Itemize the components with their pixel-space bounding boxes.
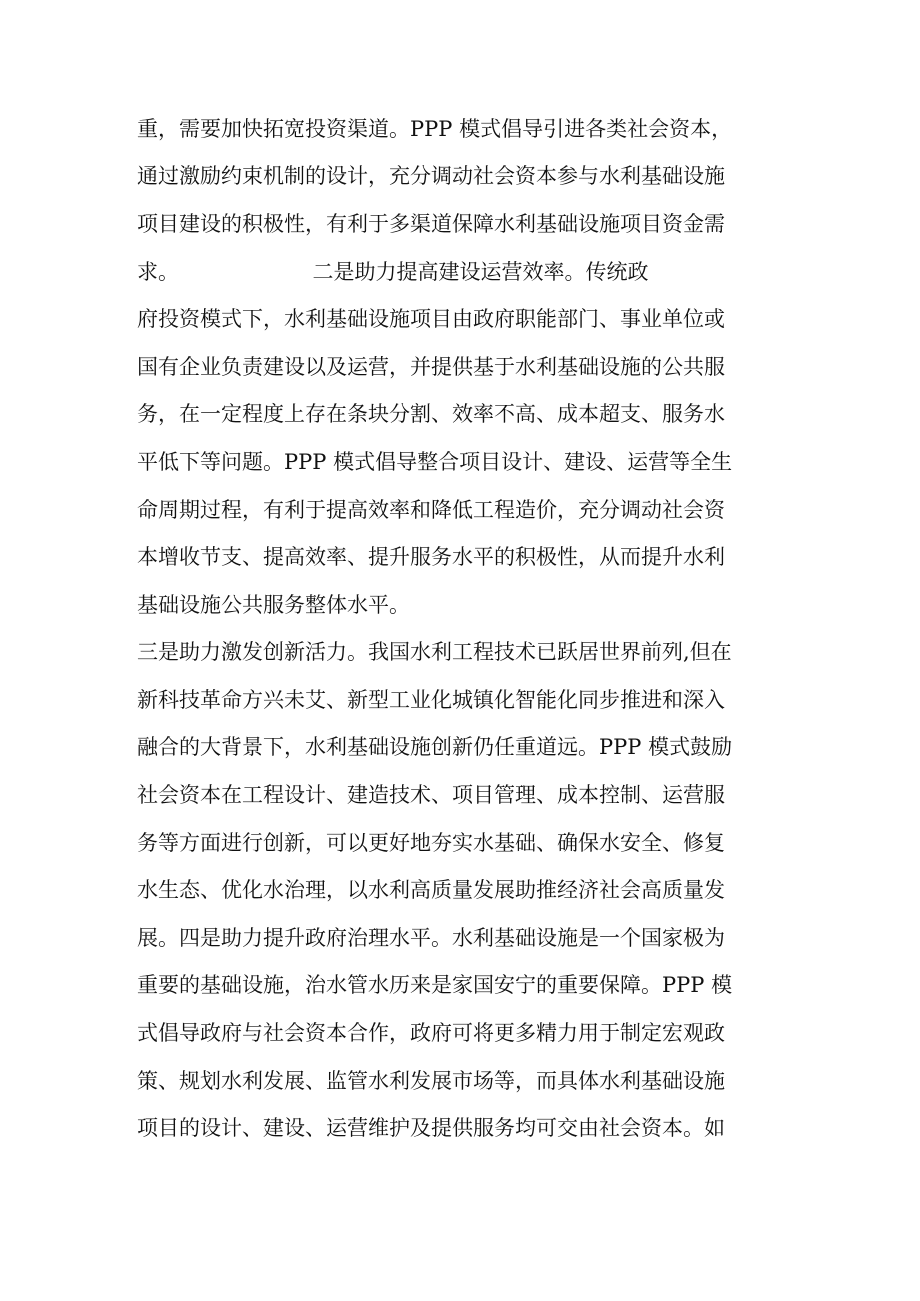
text-line: 策、规划水利发展、监管水利发展市场等，而具体水利基础设施 <box>137 1069 725 1093</box>
text-line: 通过激励约束机制的设计，充分调动社会资本参与水利基础设施 <box>137 164 725 188</box>
text-line: 展。四是助力提升政府治理水平。水利基础设施是一个国家极为 <box>137 926 725 950</box>
text-line: 府投资模式下，水利基础设施项目由政府职能部门、事业单位或 <box>137 307 725 331</box>
text-line: 项目建设的积极性，有利于多渠道保障水利基础设施项目资金需 <box>137 212 725 236</box>
text-line: 社会资本在工程设计、建造技术、项目管理、成本控制、运营服 <box>137 783 725 807</box>
text-line: 务，在一定程度上存在条块分割、效率不高、成本超支、服务水 <box>137 402 725 426</box>
text-line: 求。 二是助力提高建设运营效率。传统政 <box>137 260 649 284</box>
text-line: 重，需要加快拓宽投资渠道。PPP 模式倡导引进各类社会资本， <box>137 117 733 141</box>
text-line: 水生态、优化水治理，以水利高质量发展助推经济社会高质量发 <box>137 878 725 902</box>
text-line: 式倡导政府与社会资本合作，政府可将更多精力用于制定宏观政 <box>137 1021 725 1045</box>
text-line: 国有企业负责建设以及运营，并提供基于水利基础设施的公共服 <box>137 355 725 379</box>
text-line: 三是助力激发创新活力。我国水利工程技术已跃居世界前列,但在 <box>137 640 732 664</box>
text-line: 本增收节支、提高效率、提升服务水平的积极性，从而提升水利 <box>137 545 725 569</box>
text-line: 命周期过程，有利于提高效率和降低工程造价，充分调动社会资 <box>137 498 725 522</box>
text-line: 融合的大背景下，水利基础设施创新仍任重道远。PPP 模式鼓励 <box>137 735 733 759</box>
text-line: 务等方面进行创新，可以更好地夯实水基础、确保水安全、修复 <box>137 831 725 855</box>
text-line: 新科技革命方兴未艾、新型工业化城镇化智能化同步推进和深入 <box>137 688 725 712</box>
text-line: 项目的设计、建设、运营维护及提供服务均可交由社会资本。如 <box>137 1116 725 1140</box>
text-line: 重要的基础设施，治水管水历来是家国安宁的重要保障。PPP 模 <box>137 973 733 997</box>
text-line: 基础设施公共服务整体水平。 <box>137 593 410 617</box>
text-line: 平低下等问题。PPP 模式倡导整合项目设计、建设、运营等全生 <box>137 450 733 474</box>
